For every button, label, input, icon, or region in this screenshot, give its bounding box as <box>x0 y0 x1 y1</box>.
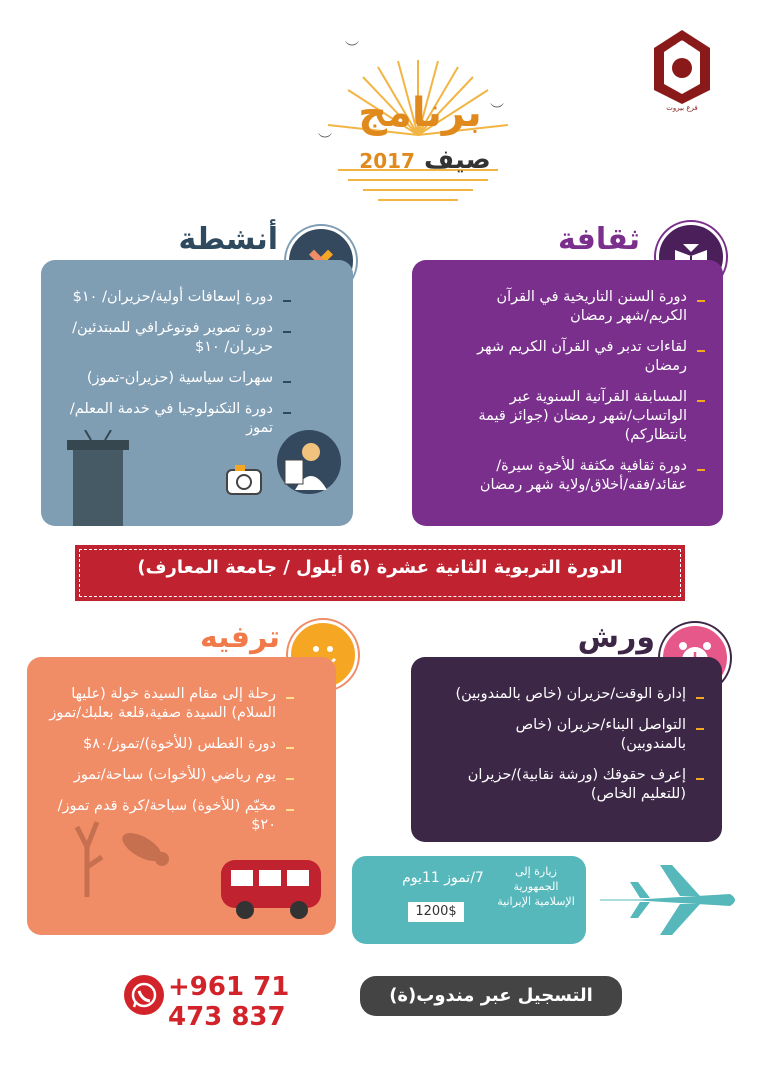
camera-icon <box>223 460 273 500</box>
list-item: دورة إسعافات أولية/حزيران/ ١٠$ <box>57 288 293 307</box>
org-logo <box>652 28 712 106</box>
list-item: رحلة إلى مقام السيدة خولة (عليها السلام) السيدة صفية،قلعة بعلبك/تموز <box>39 685 296 723</box>
list-item: سهرات سياسية (حزيران-تموز) <box>57 369 293 388</box>
leisure-panel <box>27 657 336 935</box>
workshops-panel <box>411 657 722 842</box>
bird-icon: ︶ <box>490 103 504 119</box>
list-item: دورة ثقافية مكثفة للأخوة سيرة/عقائد/فقه/أخلاق/ولاية شهر رمضان <box>472 457 707 495</box>
culture-heading: ثقافة <box>558 222 640 257</box>
airplane-icon <box>600 860 740 940</box>
list-item: دورة الغطس (للأخوة)/تموز/٨٠$ <box>39 735 296 754</box>
trip-card <box>352 856 586 944</box>
podium-icon <box>63 430 133 526</box>
trip-destination: زيارة إلى الجمهورية الإسلامية الإيرانية <box>497 865 575 908</box>
event-banner <box>75 545 685 601</box>
activities-heading: أنشطة <box>178 222 278 257</box>
list-item: إعرف حقوقك (ورشة نقابية)/حزيران (للتعليم الخاص) <box>451 766 706 804</box>
workshops-heading: ورش <box>577 620 655 655</box>
whatsapp-icon[interactable] <box>124 975 164 1015</box>
registration-label: التسجيل عبر مندوب(ة) التجمّع <box>360 976 622 1016</box>
list-item: التواصل البناء/حزيران (خاص بالمندوبين) <box>451 716 706 754</box>
diver-icon <box>67 787 177 897</box>
page-title: برنامج <box>358 90 482 136</box>
page-subtitle <box>350 145 500 175</box>
list-item: إدارة الوقت/حزيران (خاص بالمندوبين) <box>451 685 706 704</box>
list-item: يوم رياضي (للأخوات) سباحة/تموز <box>39 766 296 785</box>
list-item: لقاءات تدبر في القرآن الكريم شهر رمضان <box>472 338 707 376</box>
banner-text: الدورة التربوية الثانية عشرة (6 أيلول / جامعة المعارف) <box>137 557 623 578</box>
org-logo-text: فرع بيروت <box>666 104 698 112</box>
trip-price: 1200$ <box>408 902 464 922</box>
list-item: دورة تصوير فوتوغرافي للمبتدئين/حزيران/ ١٠$ <box>57 319 293 357</box>
list-item: دورة السنن التاريخية في القرآن الكريم/شهر رمضان <box>472 288 707 326</box>
bus-icon <box>217 852 327 922</box>
culture-panel <box>412 260 723 526</box>
list-item: دورة التكنولوجيا في خدمة المعلم/تموز <box>57 400 293 438</box>
activities-panel <box>41 260 353 526</box>
phone-number[interactable]: +961 71 473 837 <box>168 972 290 1032</box>
list-item: مخيّم (للأخوة) سباحة/كرة قدم تموز/٢٠$ <box>39 797 296 835</box>
subtitle-word: صيف <box>424 145 491 175</box>
doctor-icon <box>277 430 341 494</box>
trip-dates: 7/تموز 11يوم <box>402 870 484 886</box>
list-item: المسابقة القرآنية السنوية عبر الواتساب/شهر رمضان (جوائز قيمة بانتظاركم) <box>472 388 707 445</box>
year-label: 2017 <box>359 149 415 173</box>
bird-icon: ︶ <box>318 133 332 149</box>
bird-icon: ︶ <box>345 41 359 57</box>
leisure-heading: ترفيه <box>199 620 280 655</box>
